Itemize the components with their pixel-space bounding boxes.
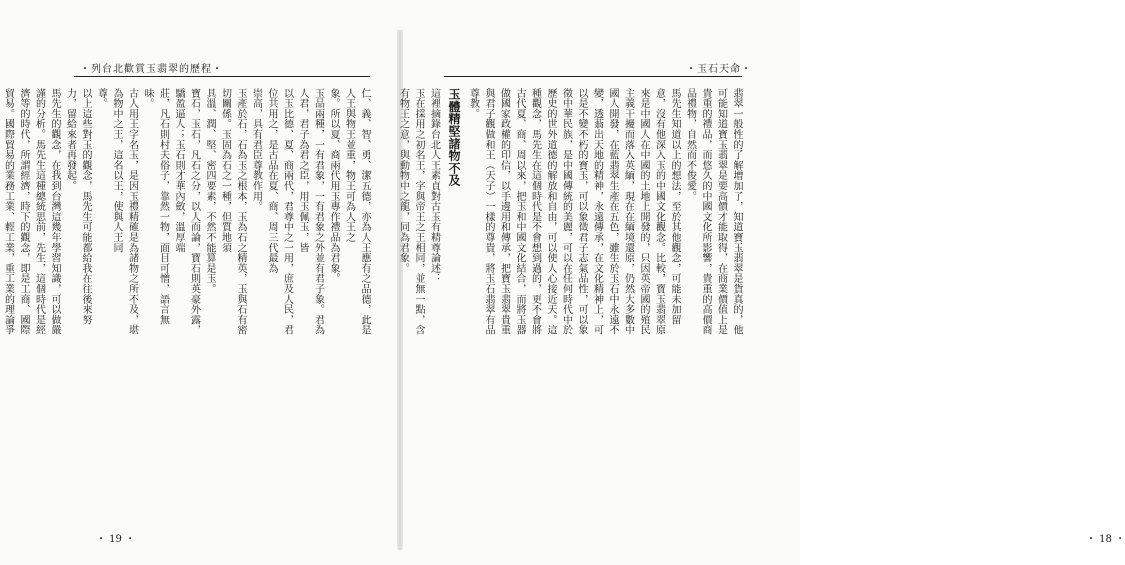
paragraph: 尊。: [95, 88, 107, 109]
paragraph: 玉產於石，石為玉之根本，玉為石之精英，玉與石有密切關係。玉固為石之一種，但質地須: [219, 88, 246, 336]
paragraph: 象。所以夏、商兩代用玉專作禮品為君象。: [328, 88, 339, 284]
page-number-left: ・ 19 ・: [96, 534, 136, 545]
paragraph: 玉品兩種，一有君象，一有君象之外並有君子象。君為人君，君子為君之臣，用玉佩玉，皆: [297, 88, 324, 336]
running-head-left: ・列台北歡賞玉翡翠的歷程・: [80, 64, 223, 75]
paragraph: 馬先生知道以上的想法，至於其他觀念，可能未加留意，沒有他深入玉的中國文化觀念。比較，寶玉翡翠原來是中國人在中國的土地上開發的，只因英帝國的殖民主義干擾而落入英緬，現在在緬境還原，仍然大多數中國人開發，在藍翡翠生產在五色，雖生於玉石中永遠不變，透蓊出天地的精神，永遠傳承，在文化精神上，可以是不變不朽的寶玉，可以象徵君子志氣品性，可以象徵中華民族，是中國傳統的美麗，可以在任何時代中於歷史的世外道德的解放和自由，可以使人心接近天。這種觀念，馬先生在這個時代是不會想到過的，更不會將古代夏、商、周以來，把玉和中國文化結合，而將玉器做國家政權的印信，以手邊用和傳承，把寶玉翡翠貴重與君子觀做和王（天子）一樣的尊貴，將玉石翡翠有品尊教。: [467, 88, 680, 336]
left-page: [0, 0, 400, 565]
running-head-right: ・玉石天命・: [686, 64, 752, 75]
section-title: 玉體精堅諸物不及: [447, 88, 461, 187]
paragraph: 這裡摘錄台北人王素貞對古玉有精尊論述：: [428, 88, 440, 284]
header-rule-right: [444, 76, 742, 77]
right-page: [397, 0, 1125, 565]
paragraph: 崇高，具有君臣尊教作用。: [250, 88, 262, 212]
paragraph: 玉在採用之初名王，字與帝王之王相同，並無一點，含有物王之意，與動物中之龍，同為君象。: [397, 88, 424, 336]
paragraph: 古人用王字名玉，是因玉禮精確是為諸物之所不及，堪為物中之王，這名以王，使與人王同: [111, 88, 138, 336]
body-text-left: [2, 88, 372, 338]
header-rule-left: [74, 76, 370, 77]
paragraph: 莊，凡石則村夫俗子，靠然一物，面目可憎，語言無味。: [142, 88, 169, 325]
paragraph: 寶石，玉石，凡石之分，以人而論，寶石則英豪外露，驕盈逼人；玉石則才華內斂，溫厚端: [173, 88, 200, 336]
paragraph: 以玉比德、夏、商兩代，君尊中之一用，庶及人民，君位共用之，是古品在夏、商、周三代最為: [266, 88, 293, 336]
body-text-right: [397, 88, 744, 338]
paragraph: 以上這些對玉的觀念，馬先生可能都給我在往後來努力，留給來者再發起。: [64, 88, 91, 325]
paragraph: 翡翠一般性的了解增加了，知道寶玉翡翠是貨真的，他可能知道寶玉翡翠是要高價才能取得，在商業價值上是貴重的禮品，而悠久的中國文化所影響，貴重的高價商品禮物，自然而不俊愛。: [684, 88, 742, 336]
page-number-right: ・ 18 ・: [1086, 534, 1125, 545]
paragraph: 仁、義、智、勇、潔五德，亦為人王應有之品德，此是人王與物王並重，物王可為人王之: [343, 88, 370, 336]
paragraph: 馬先生的觀念，在我到台灣這幾年學習知識，可以做嚴謹的分析。馬先生這種總統思前，先生，這個時代是經濟等的時代，所謂經濟，時下的觀念，即是工商、國際貿易。國際貿易的業務工業、輕工業，重工業的理論爭: [2, 88, 60, 336]
paragraph: 具溫、潤、堅、密四要素，不然不能算是玉。: [204, 88, 215, 294]
